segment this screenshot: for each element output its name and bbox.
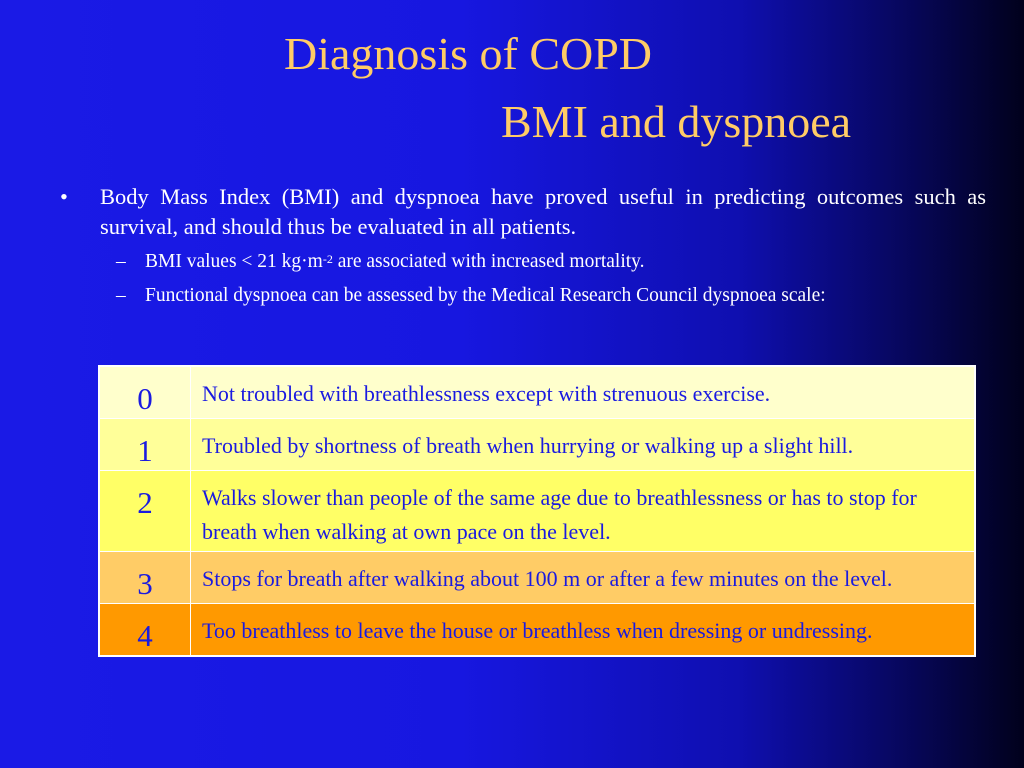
bullet-marker: •: [60, 184, 68, 209]
bullet-text: Body Mass Index (BMI) and dyspnoea have proved useful in predicting outcomes such as survival, and should thus be evaluated in all patients.: [100, 184, 986, 239]
sub-bullet-bmi: [116, 249, 986, 275]
grade-cell: 3: [99, 552, 191, 604]
bullet-item: [60, 182, 986, 242]
table-row: [99, 366, 975, 419]
mrc-dyspnoea-scale-table: [98, 365, 976, 657]
description-cell: Too breathless to leave the house or breathless when dressing or undressing.: [191, 604, 976, 657]
grade-cell: 0: [99, 366, 191, 419]
title-line-1: Diagnosis of COPD: [284, 28, 653, 79]
description-cell: Walks slower than people of the same age due to breathlessness or has to stop for breath when walking at own pace on the level.: [191, 471, 976, 552]
grade-cell: 2: [99, 471, 191, 552]
title-line-2: BMI and dyspnoea: [501, 96, 852, 147]
bmi-exponent: -2: [322, 252, 333, 266]
slide-title: [0, 26, 1024, 156]
sub-bullet-marker: –: [116, 251, 126, 272]
bmi-text-after: are associated with increased mortality.: [332, 251, 645, 272]
description-cell: Troubled by shortness of breath when hurrying or walking up a slight hill.: [191, 419, 976, 471]
sub-bullet-bmi-text: [145, 249, 986, 275]
sub-bullet-marker: –: [116, 285, 126, 306]
description-cell: Not troubled with breathlessness except with strenuous exercise.: [191, 366, 976, 419]
sub-bullet-dyspnoea-text: Functional dyspnoea can be assessed by the Medical Research Council dyspnoea scale:: [145, 285, 826, 306]
grade-cell: 4: [99, 604, 191, 657]
table-row: [99, 471, 975, 552]
table-row: [99, 552, 975, 604]
grade-cell: 1: [99, 419, 191, 471]
description-cell: Stops for breath after walking about 100 m or after a few minutes on the level.: [191, 552, 976, 604]
bmi-text-before: BMI values < 21 kg·m: [145, 251, 323, 272]
sub-bullet-dyspnoea: [116, 283, 986, 309]
bullet-list: [60, 182, 986, 309]
table-row: [99, 419, 975, 471]
table-row: [99, 604, 975, 657]
